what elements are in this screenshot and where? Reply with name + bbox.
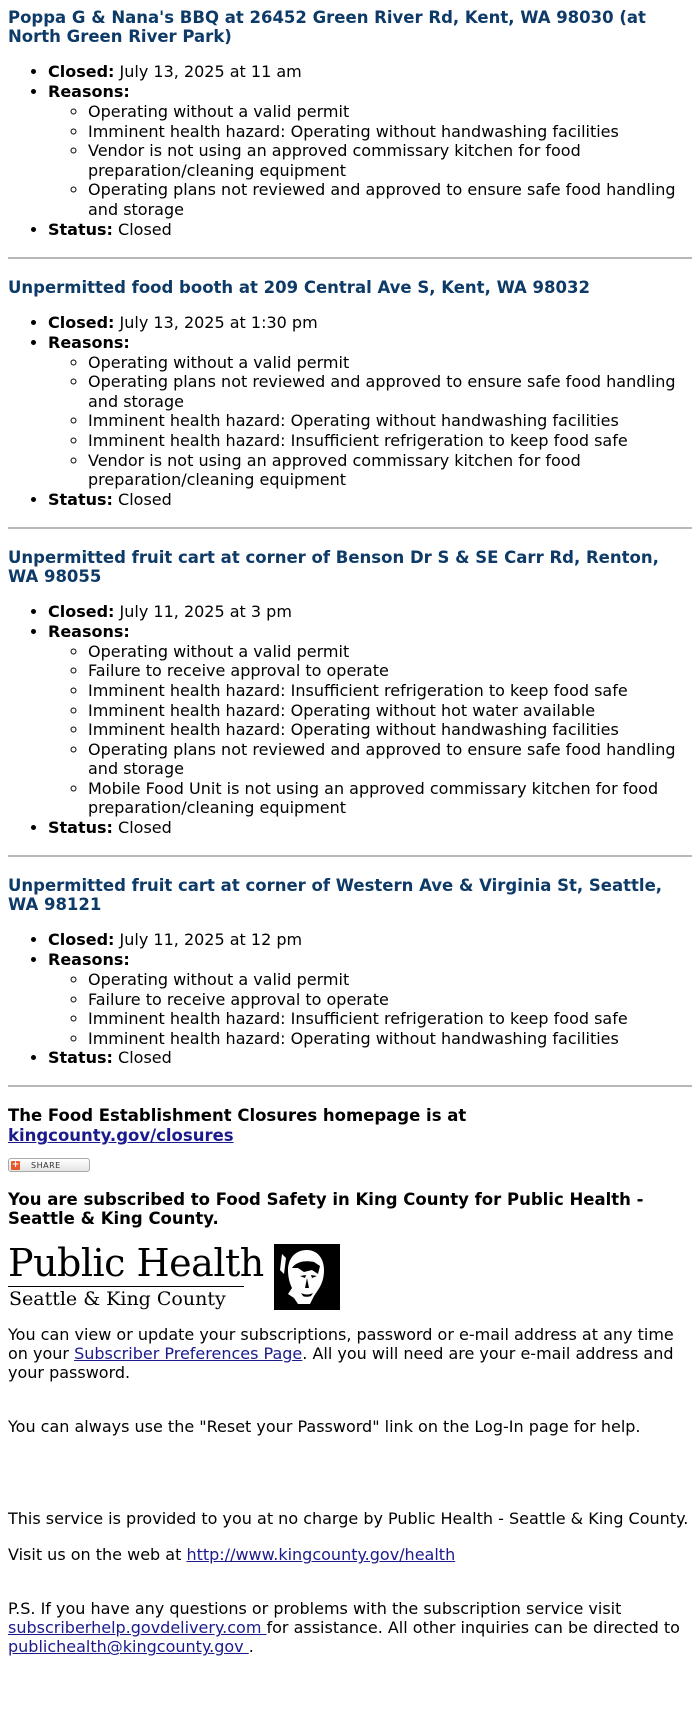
closed-value: July 13, 2025 at 1:30 pm [119, 312, 318, 332]
share-label: SHARE [31, 1161, 61, 1171]
closure-entry [8, 876, 692, 1068]
closed-item [48, 313, 692, 333]
ps-text-before: P.S. If you have any questions or problems with the subscription service visit [8, 1599, 622, 1619]
closures-homepage-link[interactable]: kingcounty.gov/closures [8, 1126, 234, 1146]
reasons-label: Reasons: [48, 332, 130, 352]
closure-title: Poppa G & Nana's BBQ at 26452 Green River Rd, Kent, WA 98030 (at North Green River Park) [8, 8, 646, 46]
reason-item: ◦ Operating without a valid permit [88, 642, 692, 662]
closed-label: Closed: [48, 930, 115, 950]
reason-item: ◦ Operating without a valid permit [88, 102, 692, 122]
status-value: Closed [118, 1048, 172, 1068]
status-label: Status: [48, 818, 113, 838]
reasons-item [48, 82, 692, 220]
reason-item: ◦ Imminent health hazard: Operating without handwashing facilities [88, 411, 692, 431]
closed-label: Closed: [48, 62, 115, 81]
closed-item [48, 62, 692, 82]
closure-details [8, 313, 692, 510]
closure-entry [8, 548, 692, 838]
subscriber-preferences-link[interactable]: Subscriber Preferences Page [74, 1344, 303, 1364]
reasons-list [48, 353, 692, 490]
divider [8, 527, 692, 529]
closure-details [8, 62, 692, 240]
status-value: Closed [118, 219, 172, 239]
reset-password-paragraph: You can always use the "Reset your Password" link on the Log-In page for help. [8, 1417, 641, 1437]
health-website-link[interactable]: http://www.kingcounty.gov/health [186, 1545, 456, 1565]
reason-item: ◦ Operating plans not reviewed and approved to ensure safe food handling and storage [88, 372, 692, 411]
homepage-text: The Food Establishment Closures homepage is at [8, 1106, 467, 1126]
closure-title: Unpermitted food booth at 209 Central Ave S, Kent, WA 98032 [8, 277, 590, 297]
divider [8, 257, 692, 259]
reason-item: ◦ Operating plans not reviewed and approved to ensure safe food handling and storage [88, 180, 692, 219]
closed-value: July 13, 2025 at 11 am [119, 62, 302, 81]
status-value: Closed [118, 489, 172, 509]
closure-title: Unpermitted fruit cart at corner of Benson Dr S & SE Carr Rd, Renton, WA 98055 [8, 547, 659, 586]
closed-value: July 11, 2025 at 3 pm [119, 601, 292, 621]
reason-item: ◦ Imminent health hazard: Operating without hot water available [88, 701, 692, 721]
reason-item: ◦ Vendor is not using an approved commissary kitchen for food preparation/cleaning equipment [88, 451, 692, 490]
reason-item: ◦ Mobile Food Unit is not using an approved commissary kitchen for food preparation/cleaning equipment [88, 779, 692, 818]
subscription-notice: You are subscribed to Food Safety in King County for Public Health - Seattle & King County. [8, 1190, 644, 1229]
ps-paragraph [8, 1599, 692, 1656]
reason-item: ◦ Vendor is not using an approved commissary kitchen for food preparation/cleaning equipment [88, 141, 692, 180]
king-portrait-icon [274, 1244, 340, 1310]
closure-details [8, 602, 692, 838]
closed-label: Closed: [48, 601, 115, 621]
reason-item: ◦ Failure to receive approval to operate [88, 990, 692, 1010]
public-health-logo [8, 1242, 348, 1310]
reasons-list [48, 642, 692, 818]
reason-item: ◦ Imminent health hazard: Insufficient refrigeration to keep food safe [88, 1009, 692, 1029]
status-label: Status: [48, 219, 113, 239]
reasons-item [48, 333, 692, 490]
plus-icon: + [11, 1160, 20, 1171]
logo-title: Public Health [8, 1241, 264, 1286]
reason-item: ◦ Imminent health hazard: Operating without handwashing facilities [88, 720, 692, 740]
divider [8, 855, 692, 857]
status-item [48, 818, 692, 838]
reasons-label: Reasons: [48, 621, 130, 641]
closed-value: July 11, 2025 at 12 pm [119, 930, 303, 950]
public-health-email-link[interactable]: publichealth@kingcounty.gov [8, 1637, 249, 1657]
closed-item [48, 602, 692, 622]
reason-item: ◦ Operating without a valid permit [88, 353, 692, 373]
reason-item: ◦ Imminent health hazard: Operating without handwashing facilities [88, 122, 692, 142]
prefs-text-before: You can view or update your subscriptions, password or e-mail address at any time on your [8, 1325, 674, 1364]
status-label: Status: [48, 489, 113, 509]
closure-details [8, 930, 692, 1068]
closed-item [48, 930, 692, 950]
ps-text-middle: for assistance. All other inquiries can be directed to [266, 1618, 680, 1638]
reasons-item [48, 622, 692, 818]
reason-item: ◦ Imminent health hazard: Insufficient refrigeration to keep food safe [88, 431, 692, 451]
closure-entry [8, 278, 692, 510]
status-label: Status: [48, 1048, 113, 1068]
subscriber-help-link[interactable]: subscriberhelp.govdelivery.com [8, 1618, 267, 1638]
share-button[interactable] [8, 1158, 90, 1172]
visit-paragraph [8, 1545, 692, 1564]
reason-item: ◦ Imminent health hazard: Operating without handwashing facilities [88, 1029, 692, 1049]
status-value: Closed [118, 818, 172, 838]
reasons-label: Reasons: [48, 950, 130, 970]
preferences-paragraph [8, 1325, 692, 1382]
divider [8, 1085, 692, 1087]
closure-title: Unpermitted fruit cart at corner of Western Ave & Virginia St, Seattle, WA 98121 [8, 876, 663, 915]
service-paragraph: This service is provided to you at no charge by Public Health - Seattle & King County. [8, 1509, 689, 1529]
logo-rule [8, 1286, 244, 1287]
visit-text: Visit us on the web at [8, 1545, 187, 1565]
reason-item: ◦ Operating plans not reviewed and approved to ensure safe food handling and storage [88, 740, 692, 779]
closed-label: Closed: [48, 312, 115, 332]
reasons-list [48, 970, 692, 1048]
closures-homepage-line [8, 1106, 692, 1146]
reasons-item [48, 950, 692, 1048]
status-item [48, 220, 692, 240]
prefs-text-after: . All you will need are your e-mail address and your password. [8, 1344, 674, 1383]
reason-item: ◦ Imminent health hazard: Insufficient refrigeration to keep food safe [88, 681, 692, 701]
reasons-list [48, 102, 692, 220]
logo-subtitle: Seattle & King County [9, 1288, 226, 1311]
reasons-label: Reasons: [48, 82, 130, 101]
status-item [48, 1048, 692, 1068]
ps-text-after: . [248, 1637, 254, 1657]
reason-item: ◦ Failure to receive approval to operate [88, 661, 692, 681]
reason-item: ◦ Operating without a valid permit [88, 970, 692, 990]
closure-entry [8, 8, 692, 240]
status-item [48, 490, 692, 510]
